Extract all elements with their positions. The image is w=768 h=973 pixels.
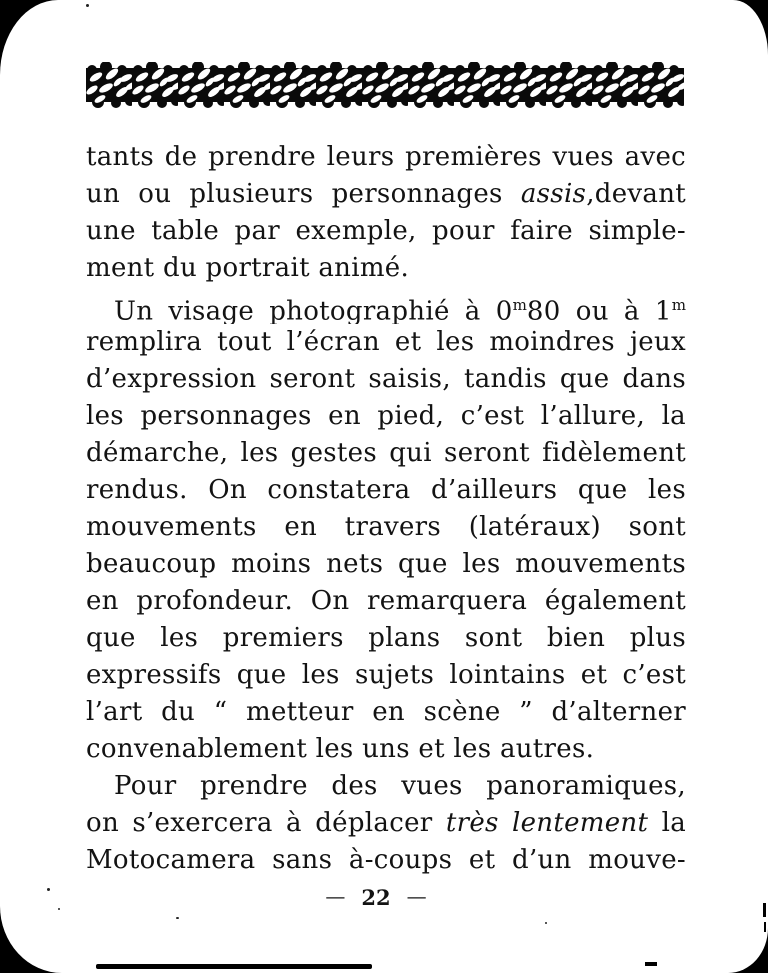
text-segment: on s’exercera à déplacer — [86, 808, 446, 838]
superscript-text: m — [512, 296, 527, 314]
text-segment: ment du portrait animé. — [86, 253, 410, 283]
scan-artifact — [645, 962, 657, 966]
text-segment: expressifs que les sujets lointains et c’est — [86, 660, 686, 690]
text-line — [86, 324, 686, 361]
text-line — [86, 139, 686, 176]
leaf-garland-ornament-icon — [86, 62, 684, 109]
text-block — [86, 139, 686, 879]
text-segment: les personnages en pied, c’est l’allure, la — [86, 401, 686, 431]
scan-speck — [176, 917, 179, 919]
text-segment: 80 ou à 1 — [526, 296, 672, 324]
text-segment: rendus. On constatera d’ailleurs que les — [86, 475, 686, 505]
footer-left-dash: — — [325, 884, 346, 908]
scan-speck — [86, 4, 89, 7]
text-segment: convenablement les uns et les autres. — [86, 734, 595, 764]
scan-speck — [47, 888, 50, 891]
italic-text: assis — [520, 179, 587, 209]
text-line — [86, 509, 686, 546]
text-line — [86, 546, 686, 583]
text-segment: beaucoup moins nets que les mouvements — [86, 549, 686, 579]
text-line — [86, 435, 686, 472]
scan-artifact — [96, 964, 372, 969]
text-line — [86, 361, 686, 398]
superscript-text: m — [671, 296, 686, 314]
text-line — [86, 398, 686, 435]
text-segment: que les premiers plans sont bien plus — [86, 623, 686, 653]
text-segment: un ou plusieurs personnages — [86, 179, 521, 209]
text-segment: Un visage photographié à 0 — [114, 296, 513, 324]
text-line — [86, 250, 686, 287]
text-line — [86, 694, 686, 731]
text-line — [86, 620, 686, 657]
text-line — [86, 176, 686, 213]
scan-artifact — [763, 903, 766, 917]
text-segment: une table par exemple, pour faire simple- — [86, 216, 686, 246]
scan-artifact — [764, 922, 766, 932]
page-number: 22 — [361, 885, 391, 910]
text-segment: en profondeur. On remarquera également — [86, 586, 686, 616]
text-segment: remplira tout l’écran et les moindres jeux — [86, 327, 686, 357]
text-segment: tants de prendre leurs premières vues avec — [86, 142, 686, 172]
scan-speck — [58, 908, 60, 910]
text-line — [86, 472, 686, 509]
text-line — [86, 583, 686, 620]
text-segment: démarche, les gestes qui seront fidèlement — [86, 438, 686, 468]
text-line — [86, 805, 686, 842]
italic-text: très lentement — [445, 808, 649, 838]
page-footer — [86, 885, 666, 910]
text-line — [86, 842, 686, 879]
text-segment: Motocamera sans à-coups et d’un mouve- — [86, 845, 686, 875]
text-segment: la — [648, 808, 686, 838]
text-segment: l’art du “ metteur en scène ” d’alterner — [86, 697, 686, 727]
text-line — [86, 213, 686, 250]
scan-speck — [545, 922, 547, 924]
text-line — [86, 287, 686, 324]
text-line — [86, 731, 686, 768]
footer-right-dash: — — [406, 884, 427, 908]
text-line — [86, 657, 686, 694]
text-segment: d’expression seront saisis, tandis que dans — [86, 364, 686, 394]
text-line — [86, 768, 686, 805]
text-segment: ,devant — [586, 179, 686, 209]
text-segment: mouvements en travers (latéraux) sont — [86, 512, 686, 542]
text-segment: Pour prendre des vues panoramiques, — [114, 771, 686, 801]
